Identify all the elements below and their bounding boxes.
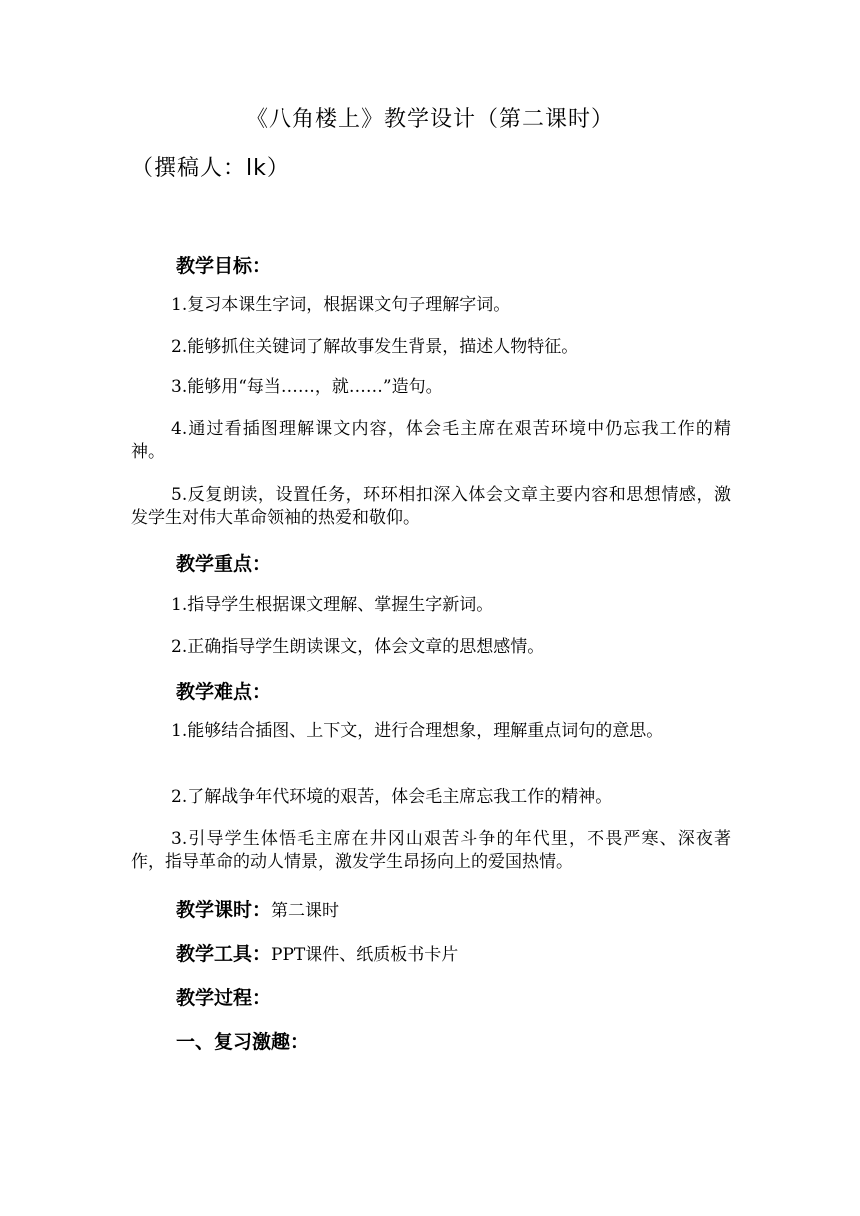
class-hours-label: 教学课时： <box>176 899 272 921</box>
key-point-item-1: 1.指导学生根据课文理解、掌握生字新词。 <box>171 595 494 615</box>
class-hours-value: 第二课时 <box>271 901 340 921</box>
objective-item-3: 3.能够用“每当……，就……”造句。 <box>171 377 443 397</box>
key-points-heading: 教学重点： <box>176 553 272 575</box>
objective-item-2: 2.能够抓住关键词了解故事发生背景，描述人物特征。 <box>171 337 579 357</box>
objective-item-1: 1.复习本课生字词，根据课文句子理解字词。 <box>171 295 511 315</box>
objective-item-4: 4.通过看插图理解课文内容，体会毛主席在艰苦环境中仍忘我工作的精神。 <box>131 419 731 462</box>
author-line: （撰稿人：lk） <box>131 156 290 181</box>
tools-line <box>176 940 458 969</box>
difficulty-item-1: 1.能够结合插图、上下文，进行合理想象，理解重点词句的意思。 <box>171 721 664 741</box>
document-title: 《八角楼上》教学设计（第二课时） <box>245 107 614 132</box>
section-one-heading: 一、复习激趣： <box>176 1031 310 1053</box>
difficulty-item-3: 3.引导学生体悟毛主席在井冈山艰苦斗争的年代里，不畏严寒、深夜著作，指导革命的动人情景，激发学生昂扬向上的爱国热情。 <box>131 829 731 872</box>
difficulties-heading: 教学难点： <box>176 681 272 703</box>
objective-item-5: 5.反复朗读，设置任务，环环相扣深入体会文章主要内容和思想情感，激发学生对伟大革命领袖的热爱和敬仰。 <box>131 485 731 528</box>
tools-label: 教学工具： <box>176 943 272 965</box>
objectives-heading: 教学目标： <box>176 255 272 277</box>
class-hours-line <box>176 896 339 925</box>
difficulty-item-2: 2.了解战争年代环境的艰苦，体会毛主席忘我工作的精神。 <box>171 787 613 807</box>
key-point-item-2: 2.正确指导学生朗读课文，体会文章的思想感情。 <box>171 637 545 657</box>
tools-value: PPT课件、纸质板书卡片 <box>271 945 459 965</box>
process-heading: 教学过程： <box>176 987 272 1009</box>
